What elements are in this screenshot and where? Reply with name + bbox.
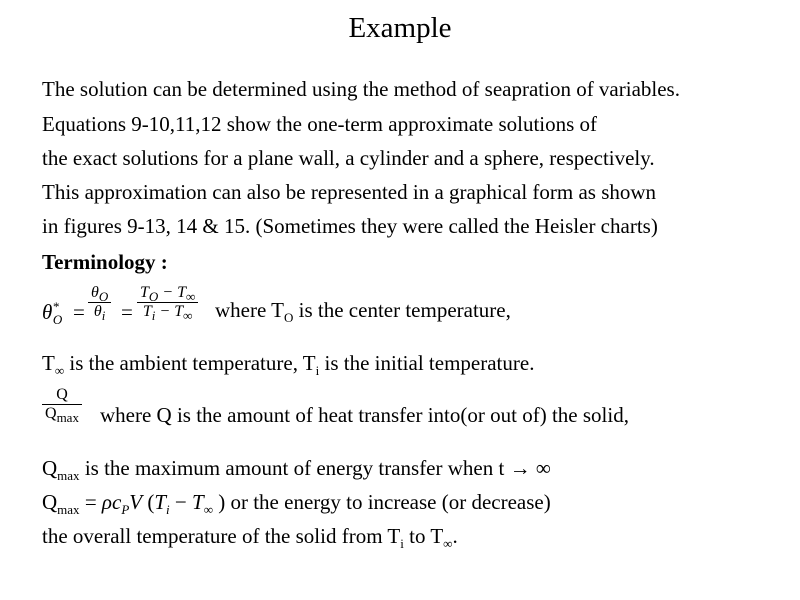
- center-temperature-text: where $T_O$ is the center temperature,: [215, 298, 511, 326]
- qmax-formula-line: $Q_{max} = \rho c_PV$ ($T_i - T_\infty$ ) or the energy to increase (or decrease): [42, 490, 551, 518]
- terminology-heading: Terminology :: [42, 250, 168, 274]
- overall-temperature-line: the overall temperature of the solid from $T_i$ to $T_\infty$.: [42, 524, 458, 552]
- body-line-4: This approximation can also be represented in a graphical form as shown: [42, 180, 657, 204]
- heat-transfer-text: where Q is the amount of heat transfer into(or out of) the solid,: [100, 403, 629, 427]
- theta-lhs: $\theta^*_O$: [42, 299, 63, 328]
- qmax-definition-line: $Q_{max}$ is the maximum amount of energy transfer when t → ∞: [42, 456, 551, 484]
- body-line-1: The solution can be determined using the method of seapration of variables.: [42, 77, 680, 101]
- ambient-temperature-line: $T_\infty$ is the ambient temperature, $T_i$ is the initial temperature.: [42, 351, 535, 379]
- body-line-3: the exact solutions for a plane wall, a cylinder and a sphere, respectively.: [42, 146, 655, 170]
- theta-ratio-fraction: $\theta_O$ $\theta_i$: [88, 284, 111, 321]
- slide-title: Example: [348, 12, 452, 44]
- q-ratio-fraction: Q $Q_{max}$: [42, 386, 82, 423]
- temperature-ratio-fraction: $T_O - T_\infty$ $T_i - T_\infty$: [137, 284, 198, 321]
- body-line-5: in figures 9-13, 14 & 15. (Sometimes they were called the Heisler charts): [42, 214, 658, 238]
- body-line-2: Equations 9-10,11,12 show the one-term approximate solutions of: [42, 112, 598, 136]
